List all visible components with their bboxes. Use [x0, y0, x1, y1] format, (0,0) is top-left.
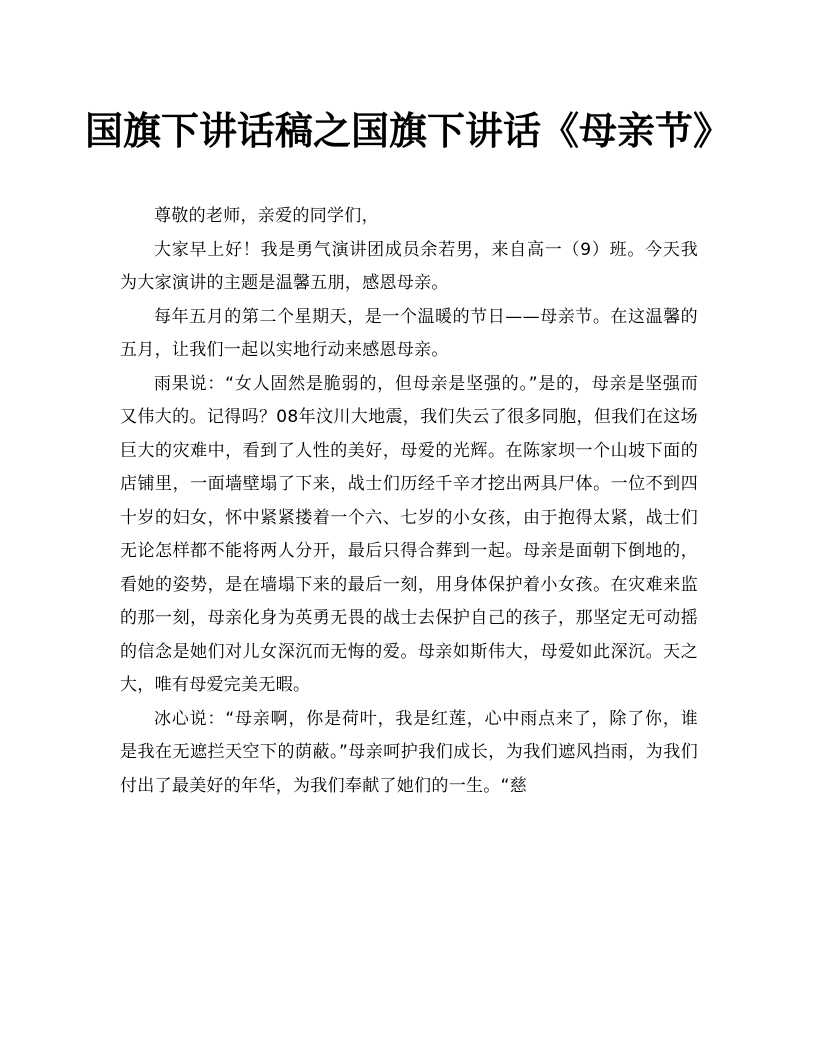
paragraph-greeting: 大家早上好！我是勇气演讲团成员余若男，来自高一（9）班。今天我为大家演讲的主题是温馨五朋，感恩母亲。	[120, 239, 698, 293]
document-body	[120, 200, 698, 803]
paragraph-salutation: 尊敬的老师，亲爱的同学们，	[154, 206, 379, 226]
paragraph-bingxin-quote: 冰心说：“母亲啊，你是荷叶，我是红莲，心中雨点来了，除了你，谁是我在无遮拦天空下的荫蔽。”母亲呵护我们成长，为我们遮风挡雨，为我们付出了最美好的年华，为我们奉献了她们的一生。“慈	[120, 708, 698, 796]
paragraph-mothers-day: 每年五月的第二个星期天，是一个温暖的节日——母亲节。在这温馨的五月，让我们一起以实地行动来感恩母亲。	[120, 306, 698, 360]
paragraph-hugo-quote: 雨果说：“女人固然是脆弱的，但母亲是坚强的。”是的，母亲是坚强而又伟大的。记得吗？08年汶川大地震，我们失云了很多同胞，但我们在这场巨大的灾难中，看到了人性的美好，母爱的光辉。在陈家坝一个山坡下面的店铺里，一面墙壁塌了下来，战士们历经千辛才挖出两具尸体。一位不到四十岁的妇女，怀中紧紧搂着一个六、七岁的小女孩，由于抱得太紧，战士们无论怎样都不能将两人分开，最后只得合葬到一起。母亲是面朝下倒地的，看她的姿势，是在墙塌下来的最后一刻，用身体保护着小女孩。在灾难来监的那一刻，母亲化身为英勇无畏的战士去保护自己的孩子，那坚定无可动摇的信念是她们对儿女深沉而无悔的爱。母亲如斯伟大，母爱如此深沉。天之大，唯有母爱完美无暇。	[120, 373, 698, 695]
document-title: 国旗下讲话稿之国旗下讲话《母亲节》	[84, 108, 731, 153]
